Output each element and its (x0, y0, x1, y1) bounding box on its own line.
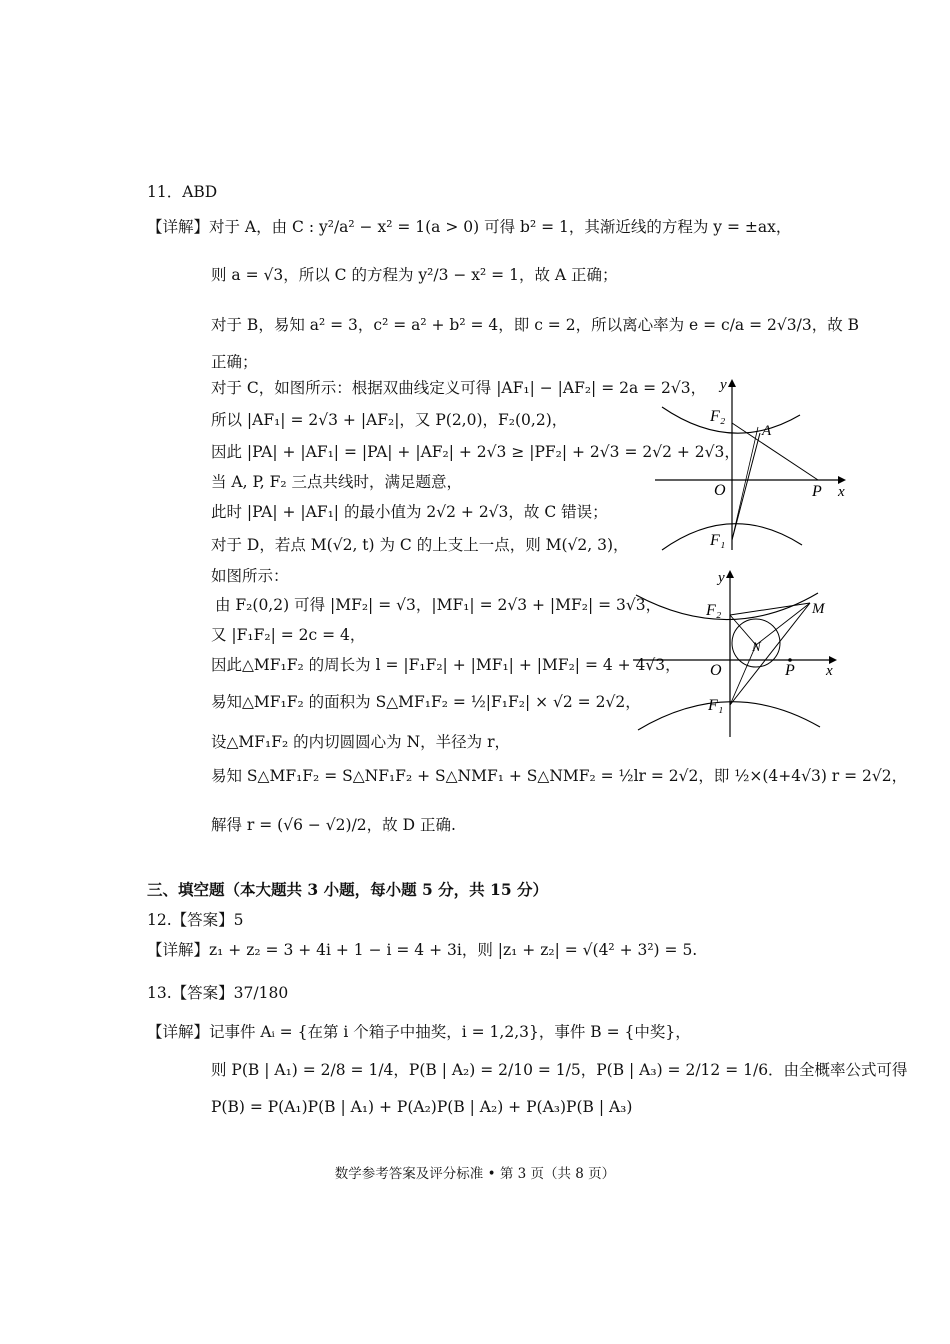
label-f2-1: F₂ (710, 408, 726, 425)
label-p-1: P (812, 483, 822, 500)
q11-line-11: 如图所示： (211, 567, 289, 585)
q12-answer: 12.【答案】5 (147, 911, 244, 929)
label-y-1: y (720, 377, 727, 393)
q11-line-8: 当 A, P, F₂ 三点共线时，满足题意， (211, 473, 463, 491)
q11-line-7: 因此 |PA| + |AF₁| = |PA| + |AF₂| + 2√3 ≥ |PF₂| + 2√3 = 2√2 + 2√3， (211, 443, 740, 461)
line-f1-a-2 (732, 427, 758, 540)
y-axis-arrow-2 (726, 570, 734, 578)
label-x-2: x (826, 663, 833, 679)
label-f1-1: F₁ (710, 532, 726, 549)
q11-line-10: 对于 D，若点 M(√2, t) 为 C 的上支上一点，则 M(√2, 3)， (211, 536, 629, 554)
q13-answer: 13.【答案】37/180 (147, 984, 289, 1002)
page-footer: 数学参考答案及评分标准 • 第 3 页（共 8 页） (334, 1166, 616, 1182)
q11-line-13: 又 |F₁F₂| = 2c = 4， (211, 626, 366, 644)
q11-line-9: 此时 |PA| + |AF₁| 的最小值为 2√2 + 2√3，故 C 错误； (211, 503, 608, 521)
q11-line-6: 所以 |AF₁| = 2√3 + |AF₂|，又 P(2,0)，F₂(0,2)， (211, 411, 568, 429)
q11-line-18: 解得 r = (√6 − √2)/2，故 D 正确. (211, 816, 456, 834)
q13-line-1: 【详解】记事件 Aᵢ = {在第 i 个箱子中抽奖，i = 1,2,3}，事件 B = {中奖}， (147, 1023, 691, 1041)
label-x-1: x (838, 484, 845, 500)
q11-line-3: 对于 B，易知 a² = 3，c² = a² + b² = 4，即 c = 2，所以离心率为 e = c/a = 2√3/3，故 B (211, 316, 860, 334)
upper-branch-1 (662, 407, 800, 433)
label-a-1: A (762, 423, 772, 439)
q12-detail: 【详解】z₁ + z₂ = 3 + 4i + 1 − i = 4 + 3i，则 |z₁ + z₂| = √(4² + 3²) = 5. (147, 941, 698, 959)
hyperbola-figure-1 (650, 375, 850, 555)
label-o-2: O (710, 662, 722, 679)
q11-line-12: 由 F₂(0,2) 可得 |MF₂| = √3，|MF₁| = 2√3 + |MF₂| = 3√3， (215, 596, 662, 614)
hyperbola-figure-2 (628, 565, 844, 740)
q11-answer: 11．ABD (147, 183, 218, 201)
section-3-heading: 三、填空题（本大题共 3 小题，每小题 5 分，共 15 分） (147, 880, 549, 899)
label-f2-2: F₂ (706, 602, 722, 619)
q11-line-1: 【详解】对于 A，由 C : y²/a² − x² = 1(a > 0) 可得 b² = 1，其渐近线的方程为 y = ±ax， (147, 218, 792, 236)
q13-line-3: P(B) = P(A₁)P(B | A₁) + P(A₂)P(B | A₂) + P(A₃)P(B | A₃) (211, 1098, 633, 1116)
y-axis-arrow-1 (728, 379, 736, 387)
label-p-2: P (785, 662, 795, 679)
line-f2-p (732, 423, 818, 480)
q11-line-2: 则 a = √3，所以 C 的方程为 y²/3 − x² = 1，故 A 正确； (211, 266, 618, 284)
q11-line-15: 易知△MF₁F₂ 的面积为 S△MF₁F₂ = ½|F₁F₂| × √2 = 2√2， (211, 693, 641, 711)
label-m-2: M (812, 601, 825, 617)
q11-line-5: 对于 C，如图所示：根据双曲线定义可得 |AF₁| − |AF₂| = 2a = 2√3， (211, 379, 707, 397)
q11-line-4: 正确； (211, 353, 258, 371)
label-o-1: O (714, 482, 726, 499)
q11-line-17: 易知 S△MF₁F₂ = S△NF₁F₂ + S△NMF₁ + S△NMF₂ = ½lr = 2√2，即 ½×(4+4√3) r = 2√2， (211, 767, 908, 785)
label-n-2: N (752, 639, 761, 654)
q11-line-16: 设△MF₁F₂ 的内切圆圆心为 N，半径为 r， (211, 733, 510, 751)
x-axis-arrow-1 (838, 476, 846, 484)
lower-branch-2 (638, 702, 820, 730)
line-f1-n (730, 645, 756, 705)
q11-line-14: 因此△MF₁F₂ 的周长为 l = |F₁F₂| + |MF₁| + |MF₂| = 4 + 4√3， (211, 656, 681, 674)
label-y-2: y (718, 570, 725, 586)
q13-line-2: 则 P(B | A₁) = 2/8 = 1/4，P(B | A₂) = 2/10 = 1/5，P(B | A₃) = 2/12 = 1/6．由全概率公式可得 (211, 1061, 908, 1079)
label-f1-2: F₁ (708, 697, 724, 714)
